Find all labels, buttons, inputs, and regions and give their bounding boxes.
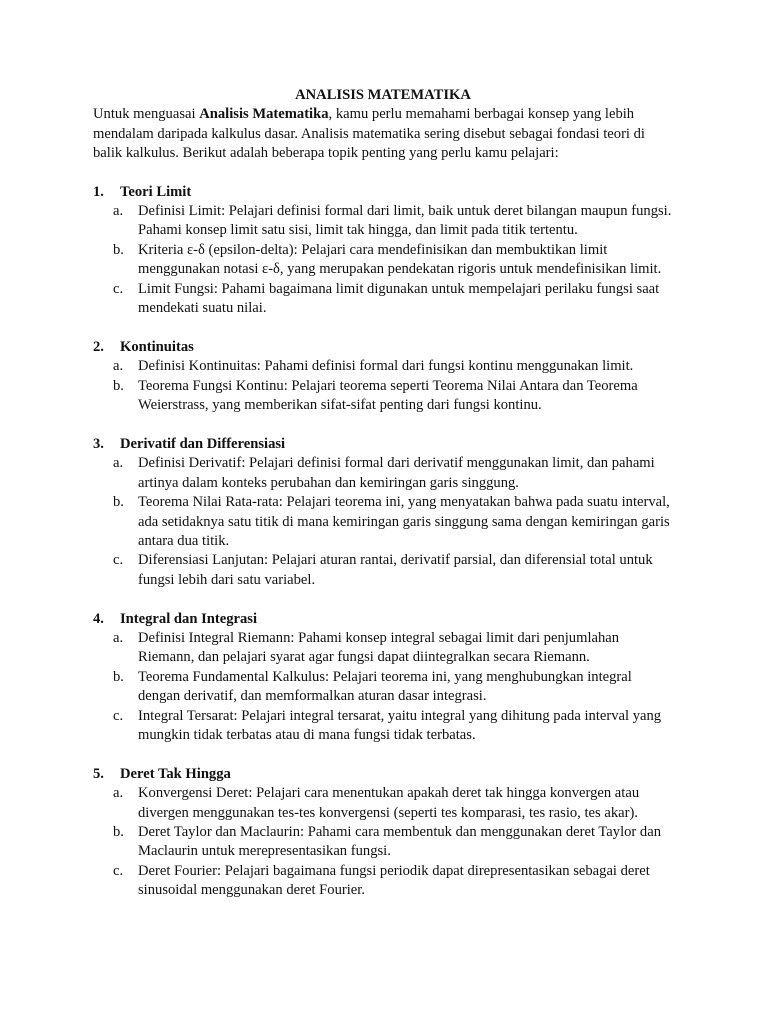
section-heading bbox=[93, 338, 673, 357]
topic-list bbox=[93, 183, 673, 901]
list-item bbox=[93, 707, 673, 746]
list-item bbox=[93, 280, 673, 319]
list-item bbox=[93, 784, 673, 823]
section-heading-text: Kontinuitas bbox=[120, 338, 194, 355]
list-item bbox=[93, 862, 673, 901]
item-letter: a. bbox=[113, 203, 124, 220]
item-text: Teorema Nilai Rata-rata: Pelajari teorema ini, yang menyatakan bahwa pada suatu interval, ada setidaknya satu titik di mana kemiringan garis singgung sama dengan kemiringan garis antara dua titik. bbox=[138, 494, 670, 549]
item-letter: c. bbox=[113, 862, 124, 879]
item-text: Konvergensi Deret: Pelajari cara menentukan apakah deret tak hingga konvergen atau divergen menggunakan tes-tes konvergensi (seperti tes komparasi, tes rasio, tes akar). bbox=[138, 785, 640, 821]
item-text: Teorema Fungsi Kontinu: Pelajari teorema seperti Teorema Nilai Antara dan Teorema Weierstrass, yang memberikan sifat-sifat penting dari fungsi kontinu. bbox=[138, 377, 638, 414]
item-text: Definisi Limit: Pelajari definisi formal dari limit, baik untuk deret bilangan maupun fungsi. Pahami konsep limit satu sisi, limit tak hingga, dan limit pada titik tertentu. bbox=[138, 203, 672, 239]
item-letter: c. bbox=[113, 280, 124, 297]
item-letter: b. bbox=[113, 494, 124, 511]
subtopic-list bbox=[93, 454, 673, 590]
item-text: Integral Tersarat: Pelajari integral tersarat, yaitu integral yang dihitung pada interval yang mungkin tidak terbatas atau di mana fungsi tidak terbatas. bbox=[138, 707, 662, 743]
subtopic-list bbox=[93, 629, 673, 745]
section-heading-text: Derivatif dan Differensiasi bbox=[120, 435, 286, 452]
item-letter: b. bbox=[113, 241, 124, 258]
item-text: Diferensiasi Lanjutan: Pelajari aturan rantai, derivatif parsial, dan diferensial total untuk fungsi lebih dari satu variabel. bbox=[138, 552, 653, 588]
list-item bbox=[93, 202, 673, 241]
item-letter: b. bbox=[113, 823, 124, 840]
document-title: ANALISIS MATEMATIKA bbox=[295, 87, 471, 103]
item-text: Teorema Fundamental Kalkulus: Pelajari teorema ini, yang menghubungkan integral dengan derivatif, dan memformalkan aturan dasar integrasi. bbox=[138, 668, 632, 705]
item-letter: b. bbox=[113, 668, 124, 685]
topic-section bbox=[93, 610, 673, 746]
intro-paragraph bbox=[93, 105, 673, 163]
item-text: Kriteria ε-δ (epsilon-delta): Pelajari cara mendefinisikan dan membuktikan limit menggunakan notasi ε-δ, yang merupakan pendekatan rigoris untuk mendefinisikan limit. bbox=[138, 241, 662, 278]
section-number: 2. bbox=[93, 338, 104, 355]
section-number: 3. bbox=[93, 435, 104, 452]
section-number: 5. bbox=[93, 765, 104, 782]
section-number: 4. bbox=[93, 610, 104, 627]
list-item bbox=[93, 357, 673, 376]
list-item bbox=[93, 823, 673, 862]
subtopic-list bbox=[93, 357, 673, 415]
subtopic-list bbox=[93, 784, 673, 900]
list-item bbox=[93, 454, 673, 493]
item-letter: a. bbox=[113, 785, 124, 802]
item-letter: a. bbox=[113, 629, 124, 646]
intro-bold-term: Analisis Matematika bbox=[199, 106, 329, 123]
section-number: 1. bbox=[93, 183, 104, 200]
list-item bbox=[93, 668, 673, 707]
section-heading bbox=[93, 610, 673, 629]
item-text: Definisi Derivatif: Pelajari definisi formal dari derivatif menggunakan limit, dan pahami artinya dalam konteks perubahan dan kemiringan garis singgung. bbox=[138, 455, 655, 491]
item-letter: c. bbox=[113, 707, 124, 724]
topic-section bbox=[93, 338, 673, 416]
item-letter: a. bbox=[113, 358, 124, 375]
topic-section bbox=[93, 435, 673, 590]
list-item bbox=[93, 629, 673, 668]
intro-prefix: Untuk menguasai bbox=[93, 106, 200, 123]
section-heading-text: Teori Limit bbox=[120, 183, 192, 200]
list-item bbox=[93, 241, 673, 280]
section-heading bbox=[93, 435, 673, 454]
item-text: Definisi Integral Riemann: Pahami konsep integral sebagai limit dari penjumlahan Riemann, dan pelajari syarat agar fungsi dapat diintegralkan secara Riemann. bbox=[138, 629, 620, 666]
list-item bbox=[93, 377, 673, 416]
topic-section bbox=[93, 183, 673, 319]
item-text: Deret Fourier: Pelajari bagaimana fungsi periodik dapat direpresentasikan sebagai deret sinusoidal menggunakan deret Fourier. bbox=[138, 862, 650, 899]
item-text: Limit Fungsi: Pahami bagaimana limit digunakan untuk mempelajari perilaku fungsi saat mendekati suatu nilai. bbox=[138, 280, 660, 317]
intro-suffix: , kamu perlu memahami berbagai konsep yang lebih mendalam daripada kalkulus dasar. Analisis matematika sering disebut sebagai fondasi teori di balik kalkulus. Berikut adalah beberapa topik penting yang perlu kamu pelajari: bbox=[93, 106, 645, 162]
section-heading-text: Deret Tak Hingga bbox=[120, 765, 231, 782]
list-item bbox=[93, 551, 673, 590]
item-text: Deret Taylor dan Maclaurin: Pahami cara membentuk dan menggunakan deret Taylor dan Maclaurin untuk merepresentasikan fungsi. bbox=[138, 823, 662, 860]
item-text: Definisi Kontinuitas: Pahami definisi formal dari fungsi kontinu menggunakan limit. bbox=[138, 358, 634, 375]
list-item bbox=[93, 493, 673, 551]
item-letter: b. bbox=[113, 377, 124, 394]
section-heading-text: Integral dan Integrasi bbox=[120, 610, 258, 627]
item-letter: c. bbox=[113, 552, 124, 569]
subtopic-list bbox=[93, 202, 673, 318]
topic-section bbox=[93, 765, 673, 901]
section-heading bbox=[93, 765, 673, 784]
section-heading bbox=[93, 183, 673, 202]
item-letter: a. bbox=[113, 455, 124, 472]
